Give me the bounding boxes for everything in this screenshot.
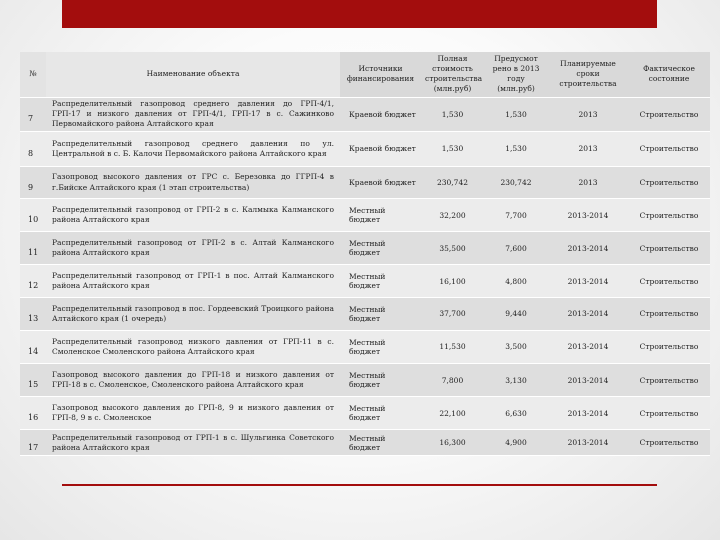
row-number: 11 xyxy=(20,232,46,265)
header-total-cost: Полная стоимость строительства (млн.руб) xyxy=(421,52,484,97)
object-name: Распределительный газопровод низкого давления от ГРП-11 в с. Смоленское Смоленского района Алтайского края xyxy=(46,330,340,363)
construction-terms: 2013-2014 xyxy=(548,232,628,265)
title-bar xyxy=(62,0,657,28)
table-row xyxy=(20,330,710,363)
construction-terms: 2013 xyxy=(548,131,628,166)
bottom-divider xyxy=(62,484,657,486)
row-number: 15 xyxy=(20,363,46,397)
actual-state: Строительство xyxy=(628,397,710,430)
planned-2013: 7,700 xyxy=(484,199,548,232)
header-planned-2013: Предусмот рено в 2013 году (млн.руб) xyxy=(484,52,548,97)
header-num: № xyxy=(20,52,46,97)
actual-state: Строительство xyxy=(628,363,710,397)
planned-2013: 1,530 xyxy=(484,131,548,166)
construction-terms: 2013 xyxy=(548,97,628,131)
construction-terms: 2013 xyxy=(548,166,628,199)
planned-2013: 9,440 xyxy=(484,297,548,330)
actual-state: Строительство xyxy=(628,265,710,298)
planned-2013: 3,130 xyxy=(484,363,548,397)
funding-source: Местный бюджет xyxy=(340,265,421,298)
actual-state: Строительство xyxy=(628,97,710,131)
object-name: Распределительный газопровод от ГРП-2 в с. Алтай Калманского района Алтайского края xyxy=(46,232,340,265)
header-source: Источники финансирования xyxy=(340,52,421,97)
actual-state: Строительство xyxy=(628,131,710,166)
construction-terms: 2013-2014 xyxy=(548,330,628,363)
object-name: Распределительный газопровод от ГРП-1 в с. Шульгинка Советского района Алтайского края xyxy=(46,430,340,456)
row-number: 12 xyxy=(20,265,46,298)
table-row xyxy=(20,363,710,397)
planned-2013: 230,742 xyxy=(484,166,548,199)
actual-state: Строительство xyxy=(628,232,710,265)
row-number: 9 xyxy=(20,166,46,199)
row-number: 16 xyxy=(20,397,46,430)
actual-state: Строительство xyxy=(628,199,710,232)
header-name: Наименование объекта xyxy=(46,52,340,97)
object-name: Распределительный газопровод от ГРП-1 в пос. Алтай Калманского района Алтайского края xyxy=(46,265,340,298)
total-cost: 37,700 xyxy=(421,297,484,330)
planned-2013: 4,900 xyxy=(484,430,548,456)
object-name: Распределительный газопровод от ГРП-2 в с. Калмыка Калманского района Алтайского края xyxy=(46,199,340,232)
row-number: 14 xyxy=(20,330,46,363)
funding-source: Краевой бюджет xyxy=(340,166,421,199)
funding-source: Местный бюджет xyxy=(340,297,421,330)
object-name: Газопровод высокого давления от ГРС с. Березовка до ГГРП-4 в г.Бийске Алтайского края (1 этап строительства) xyxy=(46,166,340,199)
funding-source: Местный бюджет xyxy=(340,430,421,456)
table-row xyxy=(20,430,710,456)
funding-source: Местный бюджет xyxy=(340,363,421,397)
total-cost: 1,530 xyxy=(421,131,484,166)
total-cost: 230,742 xyxy=(421,166,484,199)
projects-table xyxy=(20,52,710,456)
table-row xyxy=(20,97,710,131)
row-number: 10 xyxy=(20,199,46,232)
object-name: Распределительный газопровод среднего давления по ул. Центральной в с. Б. Калочи Первомайского района Алтайского края xyxy=(46,131,340,166)
planned-2013: 4,800 xyxy=(484,265,548,298)
table-row xyxy=(20,297,710,330)
planned-2013: 6,630 xyxy=(484,397,548,430)
funding-source: Местный бюджет xyxy=(340,199,421,232)
table-row xyxy=(20,199,710,232)
total-cost: 16,100 xyxy=(421,265,484,298)
actual-state: Строительство xyxy=(628,430,710,456)
object-name: Газопровод высокого давления до ГРП-8, 9 и низкого давления от ГРП-8, 9 в с. Смоленское xyxy=(46,397,340,430)
header-state: Фактическое состояние xyxy=(628,52,710,97)
total-cost: 11,530 xyxy=(421,330,484,363)
table-row xyxy=(20,397,710,430)
actual-state: Строительство xyxy=(628,330,710,363)
total-cost: 35,500 xyxy=(421,232,484,265)
actual-state: Строительство xyxy=(628,297,710,330)
construction-terms: 2013-2014 xyxy=(548,430,628,456)
total-cost: 7,800 xyxy=(421,363,484,397)
funding-source: Краевой бюджет xyxy=(340,97,421,131)
funding-source: Местный бюджет xyxy=(340,330,421,363)
actual-state: Строительство xyxy=(628,166,710,199)
table-row xyxy=(20,166,710,199)
object-name: Распределительный газопровод в пос. Гордеевский Троицкого района Алтайского края (1 очередь) xyxy=(46,297,340,330)
construction-terms: 2013-2014 xyxy=(548,397,628,430)
construction-terms: 2013-2014 xyxy=(548,297,628,330)
object-name: Газопровод высокого давления до ГРП-18 и низкого давления от ГРП-18 в с. Смоленское, Смоленского района Алтайского края xyxy=(46,363,340,397)
funding-source: Местный бюджет xyxy=(340,397,421,430)
funding-source: Краевой бюджет xyxy=(340,131,421,166)
header-terms: Планируемые сроки строительства xyxy=(548,52,628,97)
planned-2013: 7,600 xyxy=(484,232,548,265)
funding-source: Местный бюджет xyxy=(340,232,421,265)
table-row xyxy=(20,265,710,298)
row-number: 7 xyxy=(20,97,46,131)
object-name: Распределительный газопровод среднего давления до ГРП-4/1, ГРП-17 и низкого давления от ГРП-4/1, ГРП-17 в с. Сажинково Первомайского района Алтайского края xyxy=(46,97,340,131)
table-row xyxy=(20,232,710,265)
total-cost: 32,200 xyxy=(421,199,484,232)
row-number: 13 xyxy=(20,297,46,330)
row-number: 8 xyxy=(20,131,46,166)
construction-terms: 2013-2014 xyxy=(548,363,628,397)
planned-2013: 1,530 xyxy=(484,97,548,131)
construction-terms: 2013-2014 xyxy=(548,265,628,298)
table-row xyxy=(20,131,710,166)
row-number: 17 xyxy=(20,430,46,456)
total-cost: 16,300 xyxy=(421,430,484,456)
table-header-row xyxy=(20,52,710,97)
total-cost: 22,100 xyxy=(421,397,484,430)
total-cost: 1,530 xyxy=(421,97,484,131)
planned-2013: 3,500 xyxy=(484,330,548,363)
construction-terms: 2013-2014 xyxy=(548,199,628,232)
